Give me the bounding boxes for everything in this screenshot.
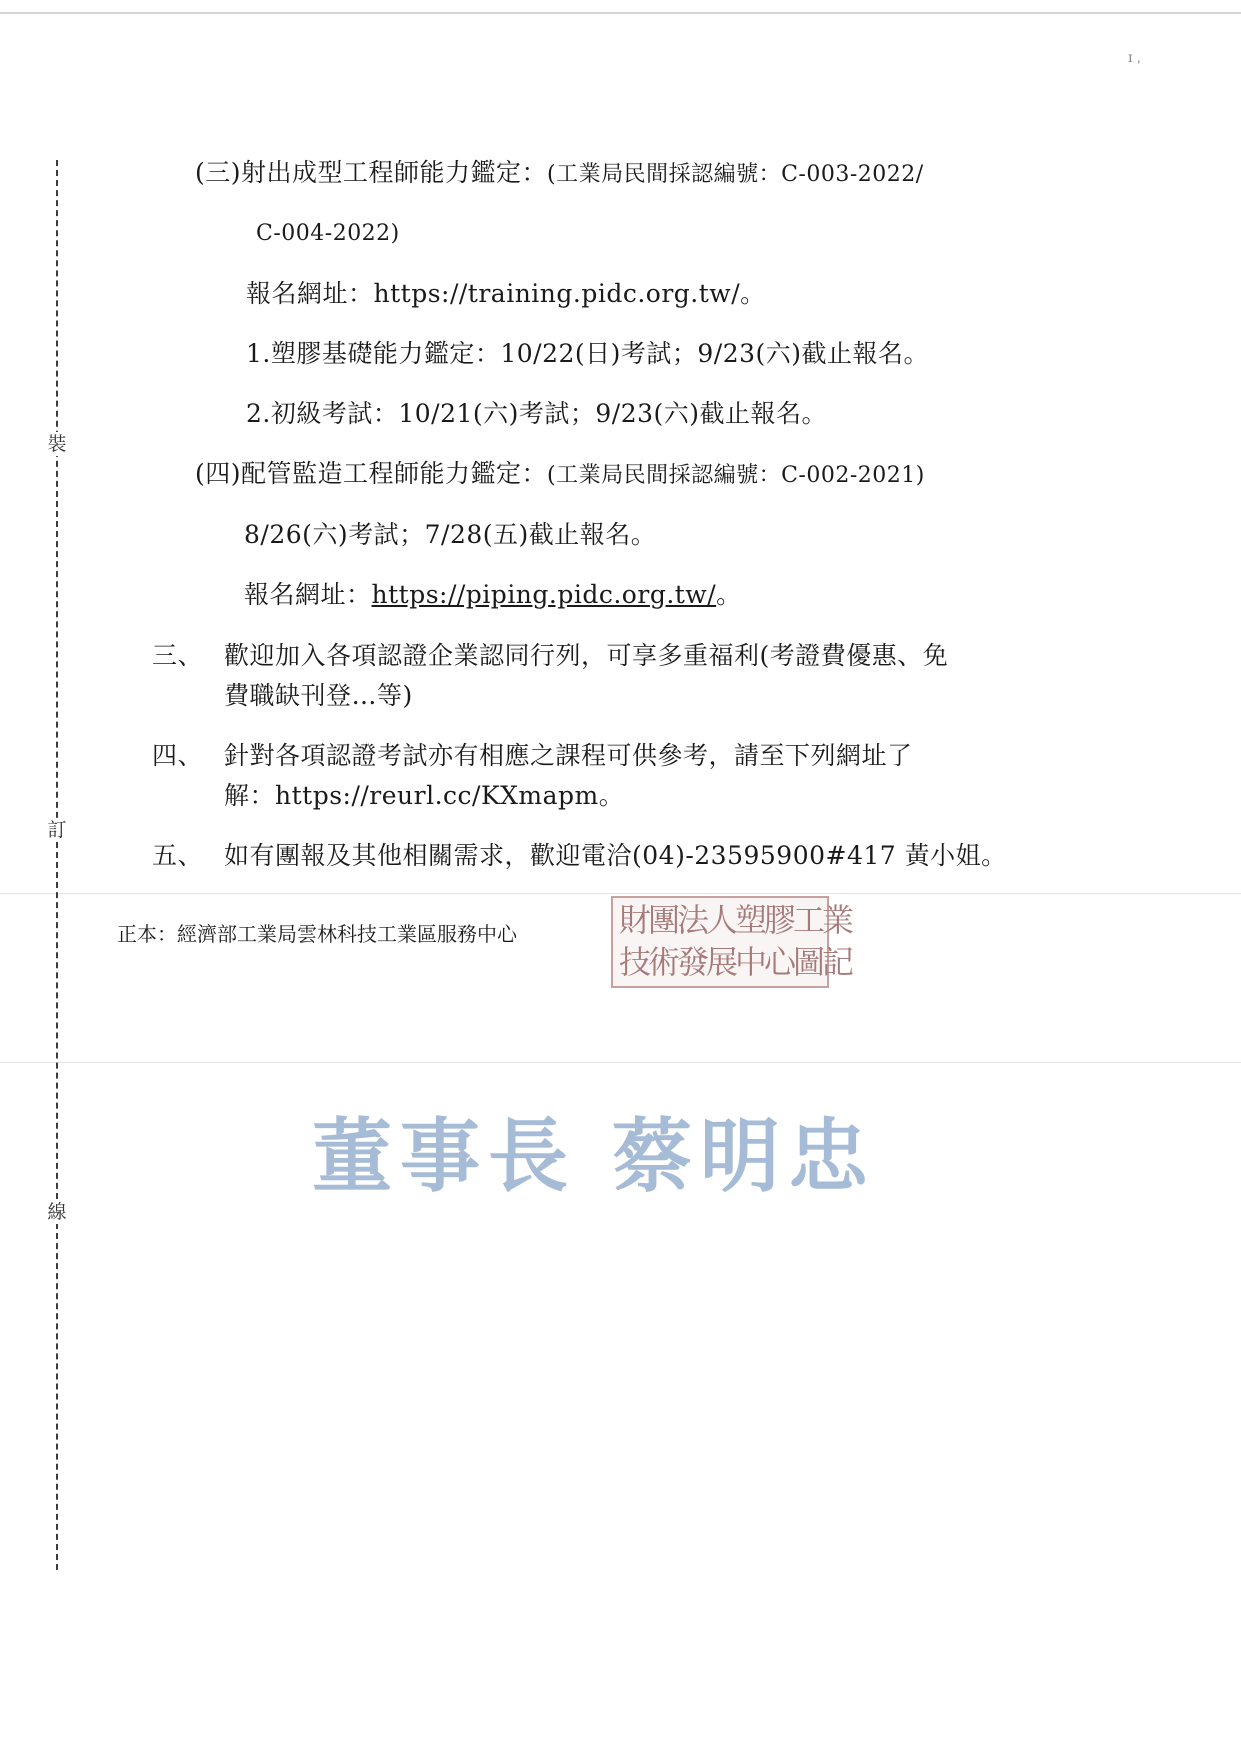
scan-band-line — [0, 1062, 1241, 1063]
item-3-text: 歡迎加入各項認證企業認同行列，可享多重福利(考證費優惠、免 — [224, 641, 949, 670]
item-3-number: 三、 — [152, 641, 204, 670]
chairman-signature-stamp: 董事長 蔡明忠 — [312, 1109, 876, 1203]
item-4-number: 四、 — [152, 741, 204, 770]
item-5-line1 — [152, 838, 1007, 874]
official-seal-stamp — [611, 896, 852, 988]
section4-heading: (四)配管監造工程師能力鑑定： — [195, 459, 548, 488]
item-4-text: 針對各項認證考試亦有相應之課程可供參考，請至下列網址了 — [224, 741, 913, 770]
section3-item-2: 2.初級考試：10/21(六)考試；9/23(六)截止報名。 — [246, 399, 828, 428]
section4-heading-line — [195, 456, 925, 494]
item-3-line1 — [152, 638, 948, 674]
section3-heading-line — [195, 155, 924, 193]
binding-mark-zhuang: 裝 — [45, 432, 69, 456]
section3-heading-note-cont: C-004-2022) — [256, 221, 400, 246]
binding-mark-ding: 訂 — [45, 818, 69, 842]
section3-heading: (三)射出成型工程師能力鑑定： — [195, 158, 548, 187]
section3-heading-note: (工業局民間採認編號：C-003-2022/ — [547, 162, 924, 187]
seal-text-row-1: 財團法人塑膠工業 — [619, 901, 852, 939]
section4-url-end: 。 — [716, 580, 742, 609]
scan-band-line — [0, 893, 1241, 894]
item-3-line2: 費職缺刊登…等) — [224, 681, 413, 710]
section4-heading-note: (工業局民間採認編號：C-002-2021) — [547, 463, 925, 488]
scan-speck: ɪ ˌ — [1128, 50, 1141, 66]
section3-url-line: 報名網址：https://training.pidc.org.tw/。 — [246, 279, 766, 308]
section4-url-line — [244, 577, 742, 613]
item-5-number: 五、 — [152, 841, 204, 870]
binding-mark-xian: 線 — [45, 1200, 69, 1224]
item-4-line1 — [152, 738, 913, 774]
section4-url-label: 報名網址： — [244, 580, 372, 609]
item-5-text: 如有團報及其他相關需求，歡迎電洽(04)-23595900#417 黃小姐。 — [224, 841, 1007, 870]
binding-dashed-line — [56, 160, 58, 1570]
section4-url-link[interactable]: https://piping.pidc.org.tw/ — [371, 580, 717, 609]
cc-recipient: 正本：經濟部工業局雲林科技工業區服務中心 — [117, 922, 517, 946]
section4-schedule: 8/26(六)考試；7/28(五)截止報名。 — [244, 520, 657, 549]
section3-item-1: 1.塑膠基礎能力鑑定：10/22(日)考試；9/23(六)截止報名。 — [246, 339, 930, 368]
seal-text-row-2: 技術發展中心圖記 — [619, 943, 852, 981]
item-4-line2: 解：https://reurl.cc/KXmapm。 — [224, 781, 625, 810]
scan-top-edge — [0, 12, 1241, 14]
